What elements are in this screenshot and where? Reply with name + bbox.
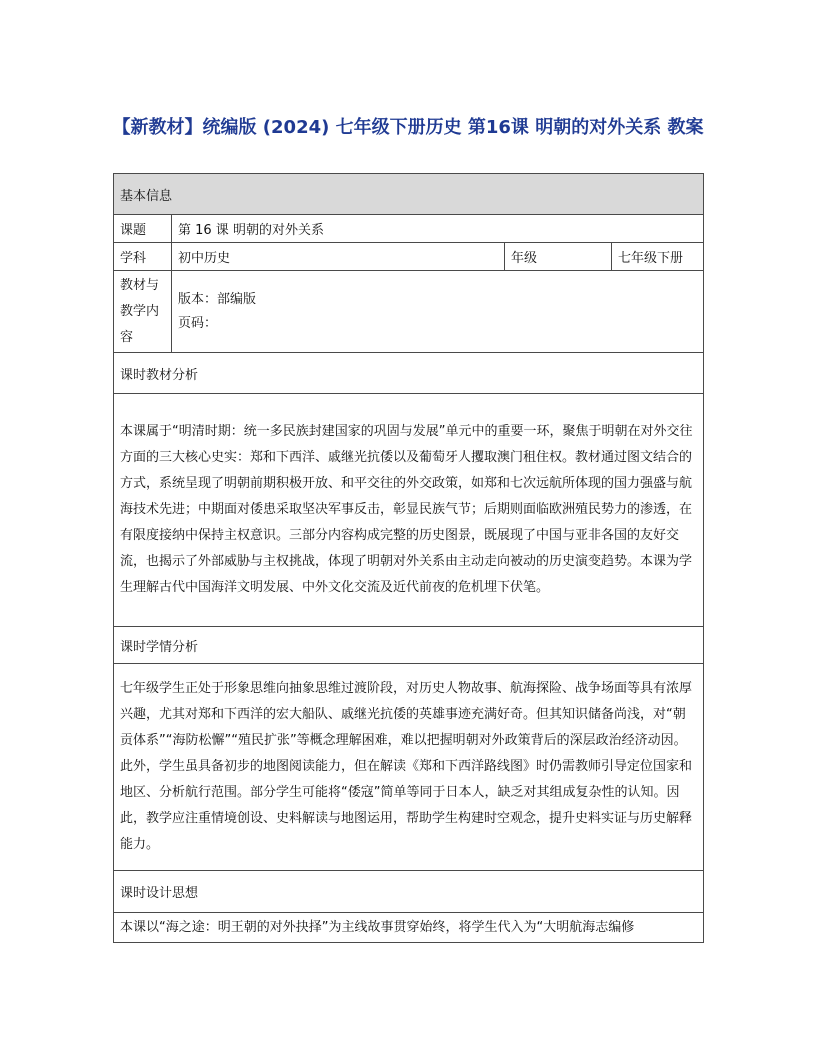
grade-label: 年级: [505, 243, 612, 271]
basic-info-header: 基本信息: [114, 174, 704, 215]
lesson-value: 第 16 课 明朝的对外关系: [172, 215, 704, 243]
material-value: [172, 271, 704, 353]
lesson-label: 课题: [114, 215, 172, 243]
grade-value: 七年级下册: [612, 243, 704, 271]
subject-value: 初中历史: [172, 243, 505, 271]
textbook-analysis-cell: [114, 394, 704, 627]
design-header: 课时设计思想: [114, 871, 704, 913]
page-label: 页码：: [178, 315, 218, 331]
subject-label: 学科: [114, 243, 172, 271]
student-analysis-cell: [114, 664, 704, 871]
lesson-plan-table: [113, 173, 704, 943]
textbook-analysis-text: 本课属于“明清时期：统一多民族封建国家的巩固与发展”单元中的重要一环，聚焦于明朝在对外交往方面的三大核心史实：郑和下西洋、戚继光抗倭以及葡萄牙人攫取澳门租住权。教材通过图文结合的方式，系统呈现了明朝前期积极开放、和平交往的外交政策，如郑和七次远航所体现的国力强盛与航海技术先进；中期面对倭患采取坚决军事反击，彰显民族气节；后期则面临欧洲殖民势力的渗透，在有限度接纳中保持主权意识。三部分内容构成完整的历史图景，既展现了中国与亚非各国的友好交流，也揭示了外部威胁与主权挑战，体现了明朝对外关系由主动走向被动的历史演变趋势。本课为学生理解古代中国海洋文明发展、中外文化交流及近代前夜的危机埋下伏笔。: [120, 424, 693, 595]
textbook-analysis-header: 课时教材分析: [114, 353, 704, 394]
edition-label: 版本：部编版: [178, 291, 257, 307]
student-analysis-header: 课时学情分析: [114, 627, 704, 664]
student-analysis-text: 七年级学生正处于形象思维向抽象思维过渡阶段，对历史人物故事、航海探险、战争场面等具有浓厚兴趣，尤其对郑和下西洋的宏大船队、戚继光抗倭的英雄事迹充满好奇。但其知识储备尚浅，对“朝贡体系”“海防松懈”“殖民扩张”等概念理解困难，难以把握明朝对外政策背后的深层政治经济动因。此外，学生虽具备初步的地图阅读能力，但在解读《郑和下西洋路线图》时仍需教师引导定位国家和地区、分析航行范围。部分学生可能将“倭寇”简单等同于日本人，缺乏对其组成复杂性的认知。因此，教学应注重情境创设、史料解读与地图运用，帮助学生构建时空观念，提升史料实证与历史解释能力。: [120, 681, 693, 852]
material-label: 教材与教学内容: [114, 271, 172, 353]
design-text: 本课以“海之途：明王朝的对外抉择”为主线故事贯穿始终，将学生代入为“大明航海志编修: [114, 913, 704, 943]
document-title: 【新教材】统编版 (2024) 七年级下册历史 第16课 明朝的对外关系 教案: [112, 117, 704, 138]
